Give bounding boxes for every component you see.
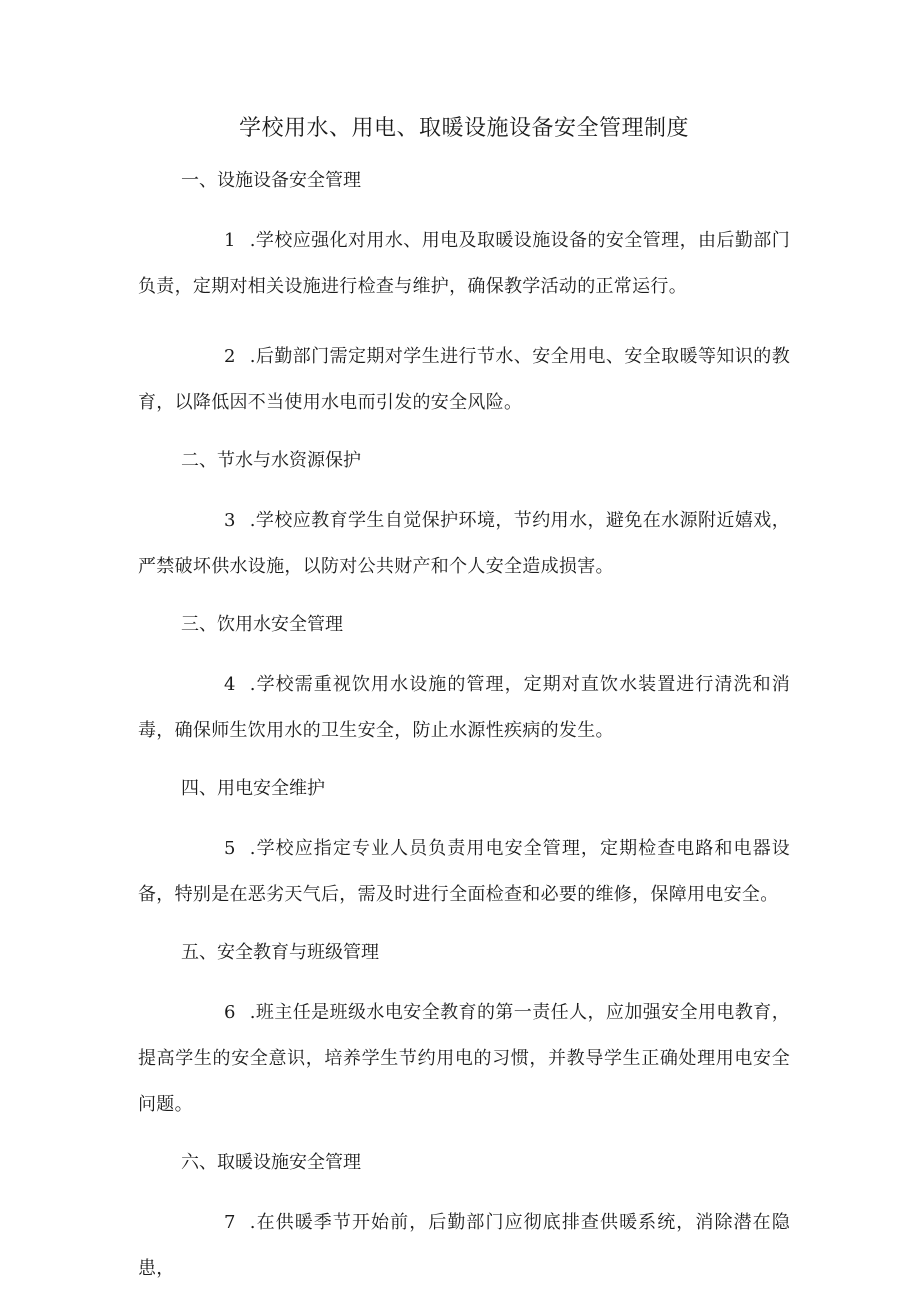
section-1 [138, 170, 790, 426]
section-heading: 五、安全教育与班级管理 [181, 942, 379, 963]
section-heading: 一、设施设备安全管理 [181, 170, 361, 191]
paragraph-number: 1 [224, 230, 236, 251]
paragraph [138, 826, 790, 918]
section-heading: 四、用电安全维护 [181, 778, 325, 799]
section-4 [138, 778, 790, 918]
paragraph [138, 218, 790, 310]
paragraph-text: .班主任是班级水电安全教育的第一责任人，应加强安全用电教育，提高学生的安全意识，培养学生节约用电的习惯，并教导学生正确处理用电安全问题。 [138, 1002, 790, 1115]
document-title: 学校用水、用电、取暖设施设备安全管理制度 [238, 116, 689, 141]
paragraph [138, 990, 790, 1128]
paragraph [138, 334, 790, 426]
section-6 [138, 1152, 790, 1292]
paragraph-number: 3 [224, 510, 236, 531]
paragraph [138, 498, 790, 590]
paragraph-text: .学校需重视饮用水设施的管理，定期对直饮水装置进行清洗和消毒，确保师生饮用水的卫生安全，防止水源性疾病的发生。 [138, 674, 790, 741]
paragraph-text: .在供暖季节开始前，后勤部门应彻底排查供暖系统，消除潜在隐患， [138, 1212, 790, 1279]
section-2 [138, 450, 790, 590]
section-5 [138, 942, 790, 1128]
paragraph-text: .学校应指定专业人员负责用电安全管理，定期检查电路和电器设备，特别是在恶劣天气后，需及时进行全面检查和必要的维修，保障用电安全。 [138, 838, 790, 905]
paragraph-text: .学校应教育学生自觉保护环境，节约用水，避免在水源附近嬉戏，严禁破坏供水设施，以防对公共财产和个人安全造成损害。 [138, 510, 790, 577]
section-heading: 二、节水与水资源保护 [181, 450, 361, 471]
paragraph-text: .学校应强化对用水、用电及取暖设施设备的安全管理，由后勤部门负责，定期对相关设施进行检查与维护，确保教学活动的正常运行。 [138, 230, 790, 297]
paragraph-text: .后勤部门需定期对学生进行节水、安全用电、安全取暖等知识的教育，以降低因不当使用水电而引发的安全风险。 [138, 346, 790, 413]
section-3 [138, 614, 790, 754]
paragraph [138, 1200, 790, 1292]
section-heading: 三、饮用水安全管理 [181, 614, 343, 635]
paragraph-number: 7 [224, 1212, 236, 1233]
section-heading: 六、取暖设施安全管理 [181, 1152, 361, 1173]
paragraph-number: 5 [224, 838, 236, 859]
paragraph [138, 662, 790, 754]
paragraph-number: 2 [224, 346, 236, 367]
paragraph-number: 6 [224, 1002, 236, 1023]
paragraph-number: 4 [224, 674, 236, 695]
